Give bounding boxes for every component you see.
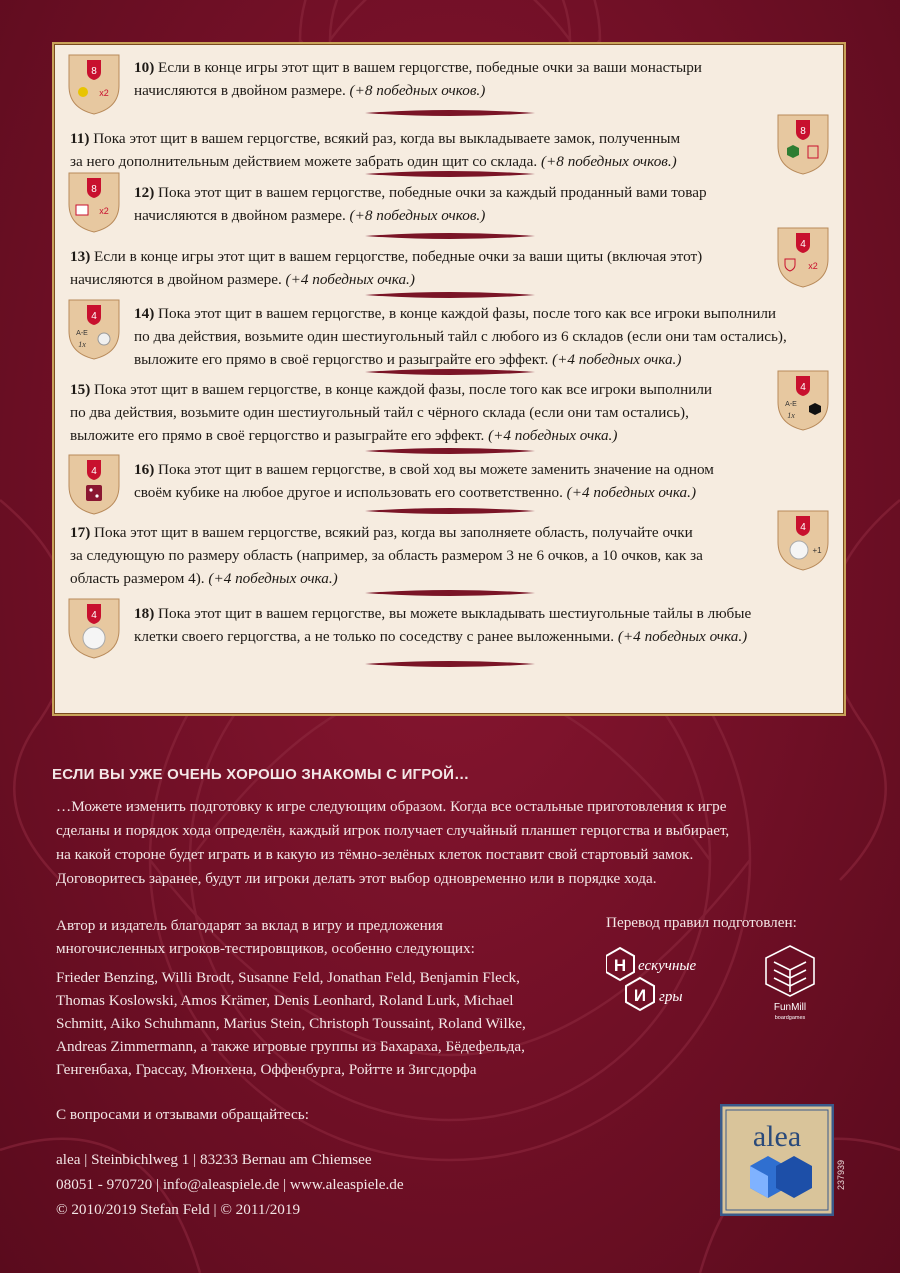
entry-14: 14) Пока этот щит в вашем герцогстве, в конце каждой фазы, после того как все игроки выполнили по два действия, возьмите один шестиугольный тайл с любого из 6 складов (если они там остались), выложите его прямо в своё герцогство и разыграйте его эффект. (+4 победных очка.) — [134, 305, 787, 368]
alea-logo — [720, 1104, 834, 1216]
contact-info: С вопросами и отзывами обращайтесь: alea | Steinbichlweg 1 | 83233 Bernau am Chiemsee 08051 - 970720 | info@aleaspiele.de | www.aleaspiele.de © 2010/2019 Stefan Feld | © 2011/2019 — [56, 1106, 404, 1218]
divider-ornament — [365, 589, 535, 597]
svg-text:x2: x2 — [99, 88, 109, 98]
shield-tile-15 — [775, 368, 831, 432]
shield-tile-12 — [66, 170, 122, 234]
entry-10: 10) Если в конце игры этот щит в вашем герцогстве, победные очки за ваши монастыри начисляются в двойном размере. (+8 победных очков.) — [134, 59, 702, 99]
divider-ornament — [365, 232, 535, 240]
svg-text:x2: x2 — [99, 206, 109, 216]
svg-text:4: 4 — [91, 610, 97, 621]
divider-ornament — [365, 447, 535, 455]
svg-text:4: 4 — [91, 466, 97, 477]
divider-ornament — [365, 109, 535, 117]
shield-tile-10 — [66, 52, 122, 116]
svg-text:И: И — [633, 986, 647, 1005]
svg-text:4: 4 — [91, 311, 97, 322]
funmill-logo — [760, 944, 820, 1024]
shield-tile-16 — [66, 452, 122, 516]
divider-ornament — [365, 368, 535, 376]
svg-text:x2: x2 — [808, 261, 818, 271]
shield-tile-17 — [775, 508, 831, 572]
entry-11: 11) Пока этот щит в вашем герцогстве, всякий раз, когда вы выкладываете замок, полученным за него дополнительным действием можете забрать один щит со склада. (+8 победных очков.) — [70, 130, 681, 170]
entry-number: 10 — [134, 59, 150, 76]
product-code: 237939 — [836, 1159, 846, 1190]
svg-text:alea: alea — [752, 1120, 802, 1153]
entry-13: 13) Если в конце игры этот щит в вашем герцогстве, победные очки за ваши щиты (включая этот) начисляются в двойном размере. (+4 победных очка.) — [70, 248, 703, 288]
neskuchnye-igry-logo — [606, 944, 746, 1018]
svg-text:ескучные: ескучные — [638, 958, 697, 974]
svg-text:гры: гры — [659, 989, 683, 1005]
divider-ornament — [365, 291, 535, 299]
divider-ornament — [365, 170, 535, 178]
variant-text: …Можете изменить подготовку к игре следующим образом. Когда все остальные приготовления к игре сделаны и порядок хода определён, каждый игрок получает случайный планшет герцогства и выбирает, на какой стороне будет играть и в какую из тёмно-зелёных клеток поставит свой стартовый замок. Договоритесь заранее, будут ли игроки делать этот выбор одновременно или в порядке хода. — [56, 798, 730, 887]
credits: Автор и издатель благодарят за вклад в игру и предложения многочисленных игроков-тестировщиков, особенно следующих: Frieder Benzing, Willi Brodt, Susanne Feld, Jonathan Feld, Benjamin Fleck, Thomas Koslowski, Amos Krämer, Denis Leonhard, Roland Lurk, Michael Schmitt, Aiko Schuhmann, Marius Stein, Christoph Toussaint, Roland Wilke, Andreas Zimmermann, а также игровые группы из Бахараха, Бёдефельда, Генгенбаха, Грассау, Мюнхена, Оффенбурга, Ройтте и Зигсдорфа — [56, 917, 526, 1078]
svg-text:A-E: A-E — [76, 330, 88, 337]
entry-18: 18) Пока этот щит в вашем герцогстве, вы можете выкладывать шестиугольные тайлы в любые клетки своего герцогства, а не только по соседству с ранее выложенными. (+4 победных очка.) — [134, 605, 752, 645]
svg-text:4: 4 — [800, 522, 806, 533]
entry-15: 15) Пока этот щит в вашем герцогстве, в конце каждой фазы, после того как все игроки выполнили по два действия, возьмите один шестиугольный тайл с чёрного склада (если они там остались), выложите его прямо в своё герцогство и разыграйте его эффект. (+4 победных очка.) — [70, 381, 713, 444]
svg-text:Н: Н — [613, 956, 627, 975]
svg-text:4: 4 — [800, 239, 806, 250]
shield-tile-14 — [66, 297, 122, 361]
svg-text:4: 4 — [800, 382, 806, 393]
divider-ornament — [365, 507, 535, 515]
svg-text:8: 8 — [800, 126, 806, 137]
divider-ornament — [365, 660, 535, 668]
variant-heading: ЕСЛИ ВЫ УЖЕ ОЧЕНЬ ХОРОШО ЗНАКОМЫ С ИГРОЙ… — [52, 766, 470, 783]
shield-tile-18 — [66, 596, 122, 660]
svg-text:1x: 1x — [787, 411, 795, 420]
entry-12: 12) Пока этот щит в вашем герцогстве, победные очки за каждый проданный вами товар начисляются в двойном размере. (+8 победных очков.) — [134, 184, 707, 224]
svg-text:+1: +1 — [812, 546, 822, 555]
entry-17: 17) Пока этот щит в вашем герцогстве, всякий раз, когда вы заполняете область, получайте очки за следующую по размеру область (например, за область размером 3 не 6 очков, а 10 очков, как за область размером 4). (+4 победных очка.) — [70, 524, 703, 587]
svg-text:A-E: A-E — [785, 401, 797, 408]
entry-16: 16) Пока этот щит в вашем герцогстве, в свой ход вы можете заменить значение на одном своём кубике на любое другое и использовать его соответственно. (+4 победных очка.) — [134, 461, 714, 501]
shield-tile-13 — [775, 225, 831, 289]
svg-text:boardgames: boardgames — [774, 1015, 806, 1021]
svg-text:FunMill: FunMill — [773, 1002, 807, 1013]
svg-text:8: 8 — [91, 184, 97, 195]
svg-text:1x: 1x — [78, 340, 86, 349]
translation-credit: Перевод правил подготовлен: — [606, 914, 797, 931]
svg-text:8: 8 — [91, 66, 97, 77]
shield-tile-11 — [775, 112, 831, 176]
